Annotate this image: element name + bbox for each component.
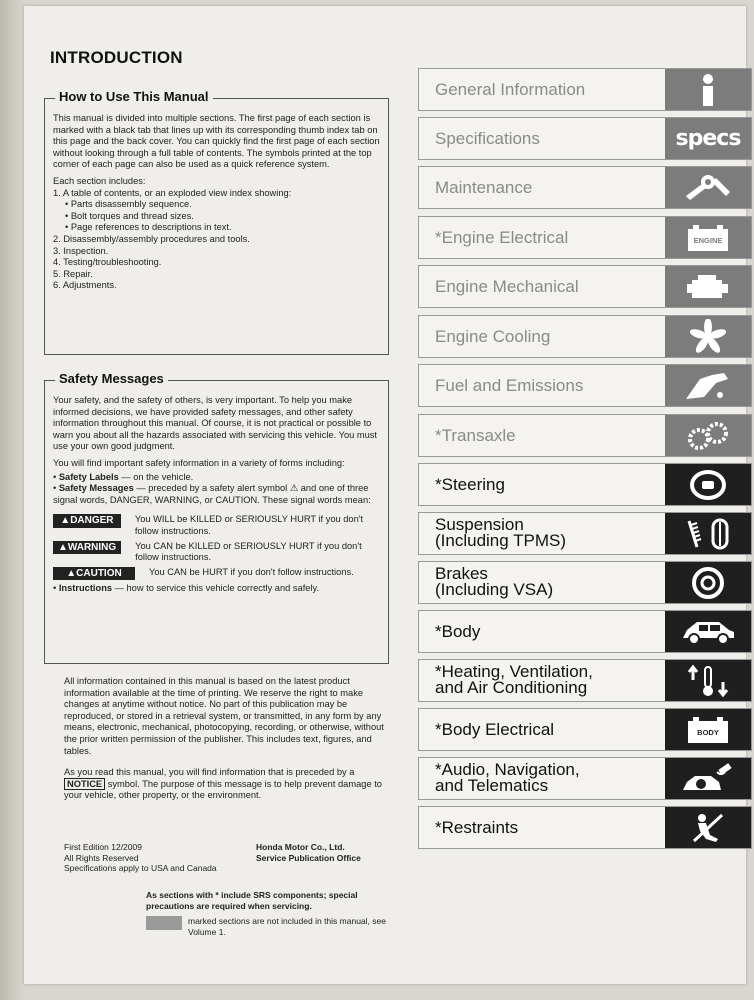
section-tab-label-line: and Air Conditioning — [435, 678, 588, 697]
section-tab-label: *Body Electrical — [435, 720, 555, 739]
specs-icon-text: specs — [675, 126, 741, 151]
list-item: 2. Disassembly/assembly procedures and tools. — [53, 233, 250, 244]
list-item: • Parts disassembly sequence. — [65, 199, 192, 210]
how-to-use-heading: How to Use This Manual — [55, 89, 213, 104]
caution-row — [53, 567, 383, 581]
edition-text: First Edition 12/2009 — [64, 842, 142, 852]
warning-signal: ▲WARNING — [53, 541, 121, 555]
list-item: 5. Repair. — [53, 268, 93, 279]
section-tab[interactable] — [418, 463, 752, 506]
marked-sections-note: marked sections are not included in this manual, see Volume 1. — [188, 916, 386, 937]
section-tab[interactable] — [418, 610, 752, 653]
brake-disc-icon — [665, 562, 751, 603]
battery-icon-text: BODY — [697, 728, 719, 737]
section-tab[interactable] — [418, 166, 752, 209]
steering-wheel-icon — [665, 464, 751, 505]
thermometer-icon — [665, 660, 751, 701]
section-tab-label-line: (Including TPMS) — [435, 531, 567, 550]
how-to-intro: This manual is divided into multiple sections. The first page of each section is marked with a black tab that lines up with its corresponding thumb index tab on this page and the back cover. You can quickly find the first page of each section without looking through a full table of contents. The symbols printed at the top corner of each page can also be used as a quick reference system. — [53, 113, 380, 170]
page-title: INTRODUCTION — [50, 48, 183, 67]
how-to-use-box — [44, 89, 389, 355]
warning-row — [53, 541, 383, 564]
safety-messages-box — [44, 371, 389, 664]
danger-text: You WILL be KILLED or SERIOUSLY HURT if you don't follow instructions. — [134, 514, 364, 536]
list-item: 1. A table of contents, or an exploded view index showing: — [53, 187, 292, 198]
warning-text: You CAN be KILLED or SERIOUSLY HURT if you don't follow instructions. — [135, 540, 362, 563]
specs-icon — [665, 118, 751, 159]
list-item: 6. Adjustments. — [53, 280, 117, 291]
danger-signal: ▲DANGER — [53, 514, 121, 528]
rights-text: All Rights Reserved — [64, 852, 139, 863]
section-tab[interactable] — [418, 561, 752, 604]
list-item: 4. Testing/troubleshooting. — [53, 257, 162, 268]
section-tab-label — [435, 517, 566, 549]
gears-icon — [665, 415, 751, 456]
fan-icon — [665, 316, 751, 357]
section-tab[interactable] — [418, 512, 752, 555]
list-item: • Page references to descriptions in text. — [65, 222, 232, 233]
adjacent-page-edge — [0, 0, 24, 1000]
fuel-nozzle-icon — [665, 365, 751, 406]
section-tab[interactable] — [418, 117, 752, 160]
section-tab-label-line: (Including VSA) — [435, 580, 554, 599]
battery-icon — [665, 709, 751, 750]
info-paragraph: All information contained in this manual is based on the latest product information available at the time of printing. We reserve the right to make changes at anytime without notice. No part of this publication may be reproduced, or stored in a retrieval system, or transmitted, in any form by any means, electronic, mechanical, photocopying, recording, or otherwise, without the prior written permission of the publisher. This includes text, figures, and tables. — [64, 676, 384, 756]
section-tab-label-line: and Telematics — [435, 776, 549, 795]
srs-note: As sections with * include SRS components; special precautions are required when servicing. — [146, 890, 358, 911]
instructions-item: • Instructions — how to service this vehicle correctly and safely. — [53, 583, 320, 594]
section-tab[interactable] — [418, 708, 752, 751]
section-tab-label: *Body — [435, 622, 481, 641]
shock-absorber-icon — [665, 513, 751, 554]
list-item: 3. Inspection. — [53, 245, 109, 256]
office-text: Service Publication Office — [256, 852, 361, 863]
caution-signal: ▲CAUTION — [53, 567, 135, 581]
caution-text: You CAN be HURT if you don't follow instructions. — [149, 566, 354, 577]
section-tab-label: Specifications — [435, 129, 540, 148]
info-icon — [665, 69, 751, 110]
section-tab-label-line: *Heating, Ventilation, — [435, 662, 593, 681]
safety-paragraph: Your safety, and the safety of others, is very important. To help you make informed decisions, we have provided safety messages, and other safety information throughout this manual. Of course, it is not practical or possible to warn you about all the hazards associated with servicing this vehicle. You must use your own good judgment. — [53, 395, 378, 452]
section-tab-label — [435, 664, 593, 696]
each-section-label: Each section includes: — [53, 175, 146, 186]
section-tab-label — [435, 566, 553, 598]
notice-symbol: NOTICE — [64, 778, 105, 790]
list-item: • Bolt torques and thread sizes. — [65, 210, 194, 221]
publisher-text: Honda Motor Co., Ltd. — [256, 842, 345, 852]
section-tab[interactable] — [418, 414, 752, 457]
section-tab-label — [435, 762, 580, 794]
section-tab-label: Fuel and Emissions — [435, 376, 584, 395]
safety-heading: Safety Messages — [55, 371, 168, 386]
section-tab[interactable] — [418, 315, 752, 358]
section-tab-label-line: Suspension — [435, 515, 524, 534]
danger-row — [53, 514, 383, 537]
safety-labels-item: • Safety Labels — on the vehicle. — [53, 471, 194, 482]
car-body-icon — [665, 611, 751, 652]
section-tab[interactable] — [418, 659, 752, 702]
section-tab-label: Engine Cooling — [435, 327, 551, 346]
section-tab[interactable] — [418, 364, 752, 407]
safety-paragraph: You will find important safety information in a variety of forms including: — [53, 457, 345, 468]
airbag-icon — [665, 807, 751, 848]
section-tab-label: *Transaxle — [435, 426, 516, 445]
engine-icon — [665, 266, 751, 307]
section-tab-label: *Engine Electrical — [435, 228, 569, 247]
gray-marker-swatch — [146, 916, 182, 930]
section-tab-label: Maintenance — [435, 178, 533, 197]
section-contents-list — [53, 188, 383, 292]
manual-page — [24, 6, 746, 984]
section-tab[interactable] — [418, 265, 752, 308]
notice-paragraph: As you read this manual, you will find information that is preceded by a NOTICE symbol. The purpose of this message is to help prevent damage to your vehicle, other property, or the environment. — [64, 767, 382, 801]
section-tab-label-line: Brakes — [435, 564, 488, 583]
satellite-car-icon — [665, 758, 751, 799]
specs-apply-text: Specifications apply to USA and Canada — [64, 863, 217, 873]
section-tab-label: *Steering — [435, 475, 505, 494]
section-tab-label: *Restraints — [435, 818, 519, 837]
section-tab[interactable] — [418, 216, 752, 259]
battery-icon — [665, 217, 751, 258]
wrench-icon — [665, 167, 751, 208]
battery-icon-text: ENGINE — [693, 236, 723, 245]
section-tab-label-line: *Audio, Navigation, — [435, 760, 580, 779]
section-tab[interactable] — [418, 757, 752, 800]
section-tab-label: General Information — [435, 80, 586, 99]
safety-messages-item: • Safety Messages — preceded by a safety alert symbol ⚠ and one of three signal words, DANGER, WARNING, or CAUTION. These signal words mean: — [53, 483, 371, 505]
section-tab-label: Engine Mechanical — [435, 277, 579, 296]
section-tab[interactable] — [418, 806, 752, 849]
section-tab[interactable] — [418, 68, 752, 111]
